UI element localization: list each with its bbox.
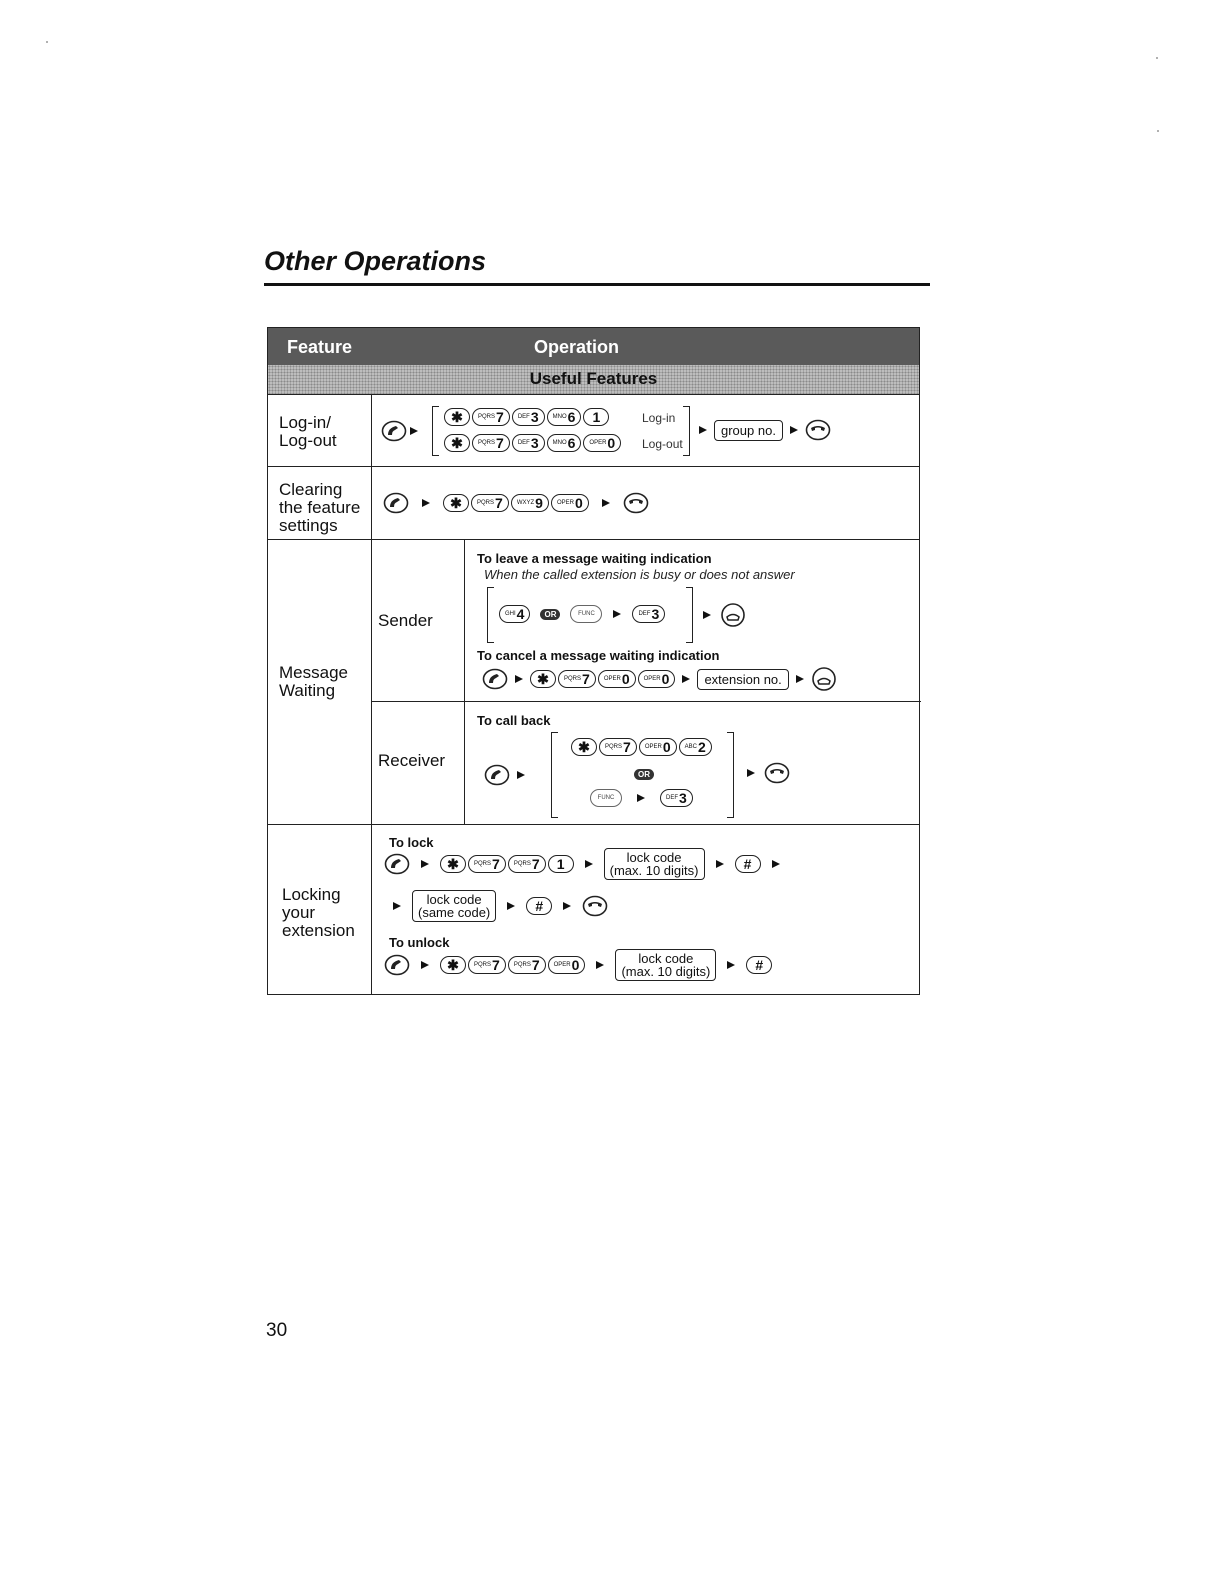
key-3: DEF 3 bbox=[512, 434, 545, 452]
lock-key-sequence bbox=[440, 855, 574, 873]
play-arrow-icon bbox=[795, 674, 805, 684]
extension-no-box: extension no. bbox=[697, 669, 788, 690]
divider bbox=[371, 394, 372, 995]
play-arrow-icon bbox=[771, 859, 781, 869]
key-2: ABC 2 bbox=[679, 738, 712, 756]
play-arrow-icon bbox=[636, 793, 646, 803]
key-3: DEF 3 bbox=[632, 605, 665, 623]
callback-func-sequence bbox=[590, 789, 693, 807]
scan-speck bbox=[46, 41, 48, 43]
key-0: OPER 0 bbox=[598, 670, 636, 688]
key-star: ✱ bbox=[444, 434, 470, 452]
divider bbox=[371, 701, 921, 702]
cancel-sequence bbox=[482, 666, 837, 692]
divider bbox=[268, 539, 919, 540]
play-arrow-icon bbox=[409, 426, 419, 436]
section-header bbox=[268, 365, 919, 394]
key-1: 1 bbox=[583, 408, 609, 426]
lock-title: To lock bbox=[389, 835, 434, 850]
key-1: 1 bbox=[548, 855, 574, 873]
handset-on-hook-icon bbox=[623, 492, 649, 514]
play-arrow-icon bbox=[562, 901, 572, 911]
leave-end bbox=[702, 602, 746, 628]
group-no-box: group no. bbox=[714, 420, 783, 441]
operations-table bbox=[267, 327, 920, 995]
handset-on-hook-icon bbox=[805, 419, 831, 441]
leave-note: When the called extension is busy or does not answer bbox=[484, 567, 795, 582]
play-arrow-icon bbox=[392, 901, 402, 911]
key-6: MNO 6 bbox=[547, 408, 582, 426]
feature-message-waiting: Message Waiting bbox=[279, 663, 348, 700]
key-hash: # bbox=[735, 855, 761, 873]
feature-locking: Locking your extension bbox=[282, 885, 355, 940]
bracket-left bbox=[551, 732, 558, 818]
callback-key-sequence bbox=[571, 738, 712, 756]
handset-off-hook-icon bbox=[383, 492, 409, 514]
header-operation: Operation bbox=[534, 337, 620, 357]
play-arrow-icon bbox=[702, 610, 712, 620]
key-star: ✱ bbox=[444, 408, 470, 426]
lock-code-same-box: lock code (same code) bbox=[412, 890, 496, 922]
callback-end bbox=[746, 762, 790, 784]
page-number: 30 bbox=[266, 1320, 288, 1341]
callback-start bbox=[484, 764, 526, 786]
func-key: FUNC bbox=[590, 789, 622, 807]
login-end bbox=[698, 419, 831, 441]
key-9: WXYZ 9 bbox=[511, 494, 549, 512]
logout-key-sequence bbox=[444, 434, 621, 452]
divider bbox=[268, 824, 919, 825]
play-arrow-icon bbox=[698, 425, 708, 435]
title-rule bbox=[264, 283, 930, 286]
key-hash: # bbox=[526, 897, 552, 915]
play-arrow-icon bbox=[789, 425, 799, 435]
sender-label: Sender bbox=[378, 611, 433, 630]
key-7: PQRS 7 bbox=[468, 956, 506, 974]
play-arrow-icon bbox=[681, 674, 691, 684]
key-7: PQRS 7 bbox=[468, 855, 506, 873]
or-badge: OR bbox=[634, 769, 654, 780]
cancel-title: To cancel a message waiting indication bbox=[477, 648, 720, 663]
callback-or bbox=[634, 769, 654, 780]
key-6: MNO 6 bbox=[547, 434, 582, 452]
key-0: OPER 0 bbox=[639, 738, 677, 756]
handset-off-hook-icon bbox=[384, 853, 410, 875]
play-arrow-icon bbox=[612, 609, 622, 619]
handset-on-hook-icon bbox=[720, 602, 746, 628]
login-start bbox=[381, 420, 419, 442]
key-7: PQRS 7 bbox=[599, 738, 637, 756]
cancel-key-sequence bbox=[530, 670, 675, 688]
clearing-sequence bbox=[383, 492, 649, 514]
key-hash: # bbox=[746, 956, 772, 974]
key-7: PQRS 7 bbox=[472, 434, 510, 452]
scan-speck bbox=[1156, 57, 1158, 59]
key-0: OPER 0 bbox=[583, 434, 621, 452]
unlock-sequence bbox=[384, 949, 772, 981]
play-arrow-icon bbox=[514, 674, 524, 684]
handset-off-hook-icon bbox=[484, 764, 510, 786]
key-0: OPER 0 bbox=[548, 956, 586, 974]
key-7: PQRS 7 bbox=[508, 956, 546, 974]
divider bbox=[268, 466, 919, 467]
handset-on-hook-icon bbox=[811, 666, 837, 692]
logout-label: Log-out bbox=[642, 437, 683, 451]
bracket-right bbox=[683, 406, 690, 456]
table-header bbox=[268, 328, 919, 365]
play-arrow-icon bbox=[715, 859, 725, 869]
section-title: Useful Features bbox=[529, 369, 658, 388]
handset-on-hook-icon bbox=[582, 895, 608, 917]
play-arrow-icon bbox=[601, 498, 611, 508]
or-badge: OR bbox=[540, 609, 560, 620]
lock-sequence bbox=[384, 848, 781, 880]
feature-clearing: Clearing the feature settings bbox=[279, 480, 361, 535]
key-star: ✱ bbox=[443, 494, 469, 512]
unlock-key-sequence bbox=[440, 956, 585, 974]
func-key: FUNC bbox=[570, 605, 602, 623]
key-star: ✱ bbox=[440, 956, 466, 974]
bracket-left bbox=[432, 406, 439, 456]
play-arrow-icon bbox=[584, 859, 594, 869]
lock-confirm-sequence bbox=[392, 890, 608, 922]
play-arrow-icon bbox=[506, 901, 516, 911]
key-4: GHI 4 bbox=[499, 605, 530, 623]
key-7: PQRS 7 bbox=[508, 855, 546, 873]
bracket-right bbox=[686, 587, 693, 643]
leave-sequence bbox=[499, 605, 665, 623]
unlock-code-box: lock code (max. 10 digits) bbox=[615, 949, 716, 981]
key-7: PQRS 7 bbox=[472, 408, 510, 426]
play-arrow-icon bbox=[420, 859, 430, 869]
bracket-right bbox=[727, 732, 734, 818]
play-arrow-icon bbox=[420, 960, 430, 970]
clearing-key-sequence bbox=[443, 494, 589, 512]
handset-off-hook-icon bbox=[482, 668, 508, 690]
leave-title: To leave a message waiting indication bbox=[477, 551, 712, 566]
handset-off-hook-icon bbox=[381, 420, 407, 442]
key-star: ✱ bbox=[440, 855, 466, 873]
divider bbox=[464, 539, 465, 824]
page-title: Other Operations bbox=[264, 246, 487, 276]
play-arrow-icon bbox=[595, 960, 605, 970]
callback-title: To call back bbox=[477, 713, 551, 728]
key-7: PQRS 7 bbox=[471, 494, 509, 512]
receiver-label: Receiver bbox=[378, 751, 446, 770]
play-arrow-icon bbox=[746, 768, 756, 778]
key-7: PQRS 7 bbox=[558, 670, 596, 688]
key-0: OPER 0 bbox=[551, 494, 589, 512]
play-arrow-icon bbox=[421, 498, 431, 508]
scan-speck bbox=[1157, 130, 1159, 132]
key-3: DEF 3 bbox=[512, 408, 545, 426]
divider bbox=[268, 394, 919, 395]
login-label: Log-in bbox=[642, 411, 676, 425]
key-star: ✱ bbox=[530, 670, 556, 688]
bracket-left bbox=[487, 587, 494, 643]
handset-off-hook-icon bbox=[384, 954, 410, 976]
unlock-title: To unlock bbox=[389, 935, 450, 950]
lock-code-box: lock code (max. 10 digits) bbox=[604, 848, 705, 880]
key-star: ✱ bbox=[571, 738, 597, 756]
play-arrow-icon bbox=[726, 960, 736, 970]
key-0: OPER 0 bbox=[638, 670, 676, 688]
feature-login-logout: Log-in/ Log-out bbox=[279, 413, 337, 450]
login-key-sequence bbox=[444, 408, 609, 426]
handset-on-hook-icon bbox=[764, 762, 790, 784]
play-arrow-icon bbox=[516, 770, 526, 780]
header-feature: Feature bbox=[287, 337, 353, 357]
key-3: DEF 3 bbox=[660, 789, 693, 807]
